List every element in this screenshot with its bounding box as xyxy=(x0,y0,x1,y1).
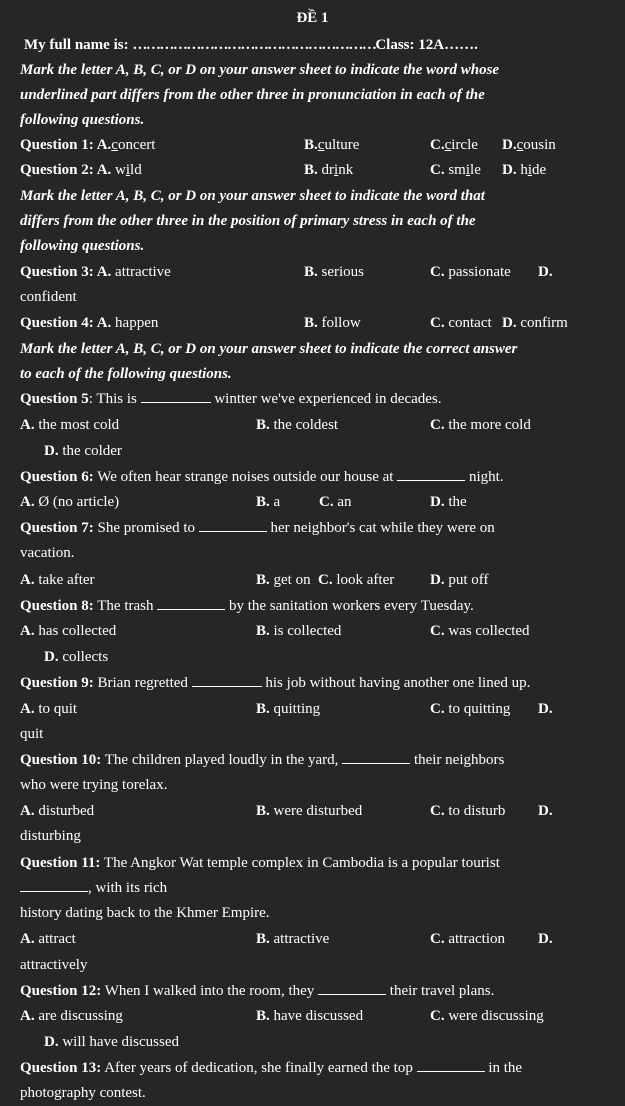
answer-blank xyxy=(342,750,410,764)
option-c: C. passionate xyxy=(430,264,511,280)
question-7-options: A. take after B. get on C. look after D. put off xyxy=(20,572,489,588)
option-d-letter: D. xyxy=(538,701,553,717)
instruction-correct-2: to each of the following questions. xyxy=(20,366,232,382)
question-label: Question 4: xyxy=(20,315,97,331)
option-d-text: attractively xyxy=(20,957,88,973)
option-c: C. to quitting xyxy=(430,701,511,717)
question-12-options: A. are discussing B. have discussed C. were discussing xyxy=(20,1008,544,1024)
option-d: D. put off xyxy=(430,572,489,588)
question-label: Question 6: xyxy=(20,469,94,485)
option-b: B. a xyxy=(256,494,281,510)
option-b: B. attractive xyxy=(256,931,330,947)
option-c: C. to disturb xyxy=(430,803,506,819)
instruction-stress-3: following questions. xyxy=(20,238,145,254)
question-label: Question 2: xyxy=(20,162,97,178)
option-d-text: disturbing xyxy=(20,828,81,844)
option-d-letter: D. xyxy=(538,803,553,819)
option-d: D. hide xyxy=(502,162,547,178)
option-b: B. get on xyxy=(256,572,311,588)
class-label: Class: 12A xyxy=(375,37,445,53)
question-11-continued-2: history dating back to the Khmer Empire. xyxy=(20,905,270,921)
option-b: B. the coldest xyxy=(256,417,339,433)
question-5-options: A. the most cold B. the coldest C. the more cold xyxy=(20,417,531,433)
option-c: C. attraction xyxy=(430,931,505,947)
question-10: Question 10: The children played loudly in the yard, their neighbors xyxy=(20,752,505,768)
question-13-continued: photography contest. xyxy=(20,1085,146,1101)
question-10-options: A. disturbed B. were disturbed C. to disturb D. xyxy=(20,803,553,819)
question-label: Question 10: xyxy=(20,752,102,768)
answer-blank xyxy=(318,981,386,995)
option-d: D. the colder xyxy=(44,443,122,459)
question-8: Question 8: The trash by the sanitation workers every Tuesday. xyxy=(20,598,474,614)
question-label: Question 5 xyxy=(20,391,89,407)
name-label: My full name is: xyxy=(24,37,133,53)
question-11: Question 11: The Angkor Wat temple complex in Cambodia is a popular tourist xyxy=(20,855,500,871)
option-c: C. an xyxy=(319,494,352,510)
question-label: Question 11: xyxy=(20,855,101,871)
question-10-continued: who were trying torelax. xyxy=(20,777,168,793)
class-dots: ……. xyxy=(444,37,478,53)
question-label: Question 13: xyxy=(20,1060,102,1076)
answer-blank xyxy=(141,389,211,403)
worksheet-title: ĐỀ 1 xyxy=(296,10,329,26)
question-13: Question 13: After years of dedication, she finally earned the top in the xyxy=(20,1060,523,1076)
question-label: Question 7: xyxy=(20,520,94,536)
option-d-text: confident xyxy=(20,289,77,305)
question-7: Question 7: She promised to her neighbor's cat while they were on xyxy=(20,520,495,536)
question-1: Question 1: A.concert B.culture C.circle D.cousin xyxy=(20,137,556,153)
option-d: D. will have discussed xyxy=(44,1034,179,1050)
option-b: B. were disturbed xyxy=(256,803,363,819)
option-d-letter: D. xyxy=(538,931,553,947)
option-b: B. is collected xyxy=(256,623,342,639)
option-b: B. quitting xyxy=(256,701,321,717)
question-11-options: A. attract B. attractive C. attraction D. xyxy=(20,931,553,947)
option-d-text: quit xyxy=(20,726,44,742)
option-c: C. contact xyxy=(430,315,492,331)
option-b: B.culture xyxy=(304,137,360,153)
option-d: D. confirm xyxy=(502,315,568,331)
option-d: D.cousin xyxy=(502,137,556,153)
option-d: D. collects xyxy=(44,649,109,665)
question-label: Question 9: xyxy=(20,675,94,691)
instruction-stress-2: differs from the other three in the position of primary stress in each of the xyxy=(20,213,476,229)
option-c: C. look after xyxy=(318,572,395,588)
question-label: Question 3: xyxy=(20,264,97,280)
option-b: B. have discussed xyxy=(256,1008,364,1024)
instruction-pronunciation-3: following questions. xyxy=(20,112,145,128)
option-b: B. follow xyxy=(304,315,361,331)
answer-blank xyxy=(192,673,262,687)
answer-blank xyxy=(157,596,225,610)
question-8-options: A. has collected B. is collected C. was collected xyxy=(20,623,530,639)
option-d-letter: D. xyxy=(538,264,553,280)
question-3: Question 3: A. attractive B. serious C. passionate D. xyxy=(20,264,553,280)
question-label: Question 1: xyxy=(20,137,97,153)
name-dots: ……………………………………………… xyxy=(132,37,376,53)
question-7-continued: vacation. xyxy=(20,545,75,561)
answer-blank xyxy=(417,1058,485,1072)
option-c: C. the more cold xyxy=(430,417,531,433)
instruction-stress-1: Mark the letter A, B, C, or D on your answer sheet to indicate the word that xyxy=(20,188,485,204)
option-b: B. drink xyxy=(304,162,354,178)
option-c: C.circle xyxy=(430,137,478,153)
option-b: B. serious xyxy=(304,264,365,280)
option-d: D. the xyxy=(430,494,467,510)
instruction-pronunciation-2: underlined part differs from the other three in pronunciation in each of the xyxy=(20,87,485,103)
question-9: Question 9: Brian regretted his job without having another one lined up. xyxy=(20,675,531,691)
option-c: C. smile xyxy=(430,162,481,178)
answer-blank xyxy=(20,878,88,892)
question-5: Question 5: This is wintter we've experienced in decades. xyxy=(20,391,442,407)
question-2: Question 2: A. wild B. drink C. smile D. hide xyxy=(20,162,547,178)
name-class-line xyxy=(24,35,478,55)
question-12: Question 12: When I walked into the room, they their travel plans. xyxy=(20,983,495,999)
question-4: Question 4: A. happen B. follow C. contact D. confirm xyxy=(20,315,568,331)
question-11-continued: , with its rich xyxy=(20,878,167,898)
question-label: Question 12: xyxy=(20,983,102,999)
question-label: Question 8: xyxy=(20,598,94,614)
instruction-correct-1: Mark the letter A, B, C, or D on your answer sheet to indicate the correct answer xyxy=(20,341,518,357)
option-c: C. were discussing xyxy=(430,1008,544,1024)
instruction-pronunciation-1: Mark the letter A, B, C, or D on your answer sheet to indicate the word whose xyxy=(20,62,500,78)
question-6: Question 6: We often hear strange noises outside our house at night. xyxy=(20,469,504,485)
answer-blank xyxy=(199,518,267,532)
option-c: C. was collected xyxy=(430,623,530,639)
answer-blank xyxy=(397,467,465,481)
question-6-options: A. Ø (no article) B. a C. an D. the xyxy=(20,494,467,510)
question-9-options: A. to quit B. quitting C. to quitting D. xyxy=(20,701,553,717)
